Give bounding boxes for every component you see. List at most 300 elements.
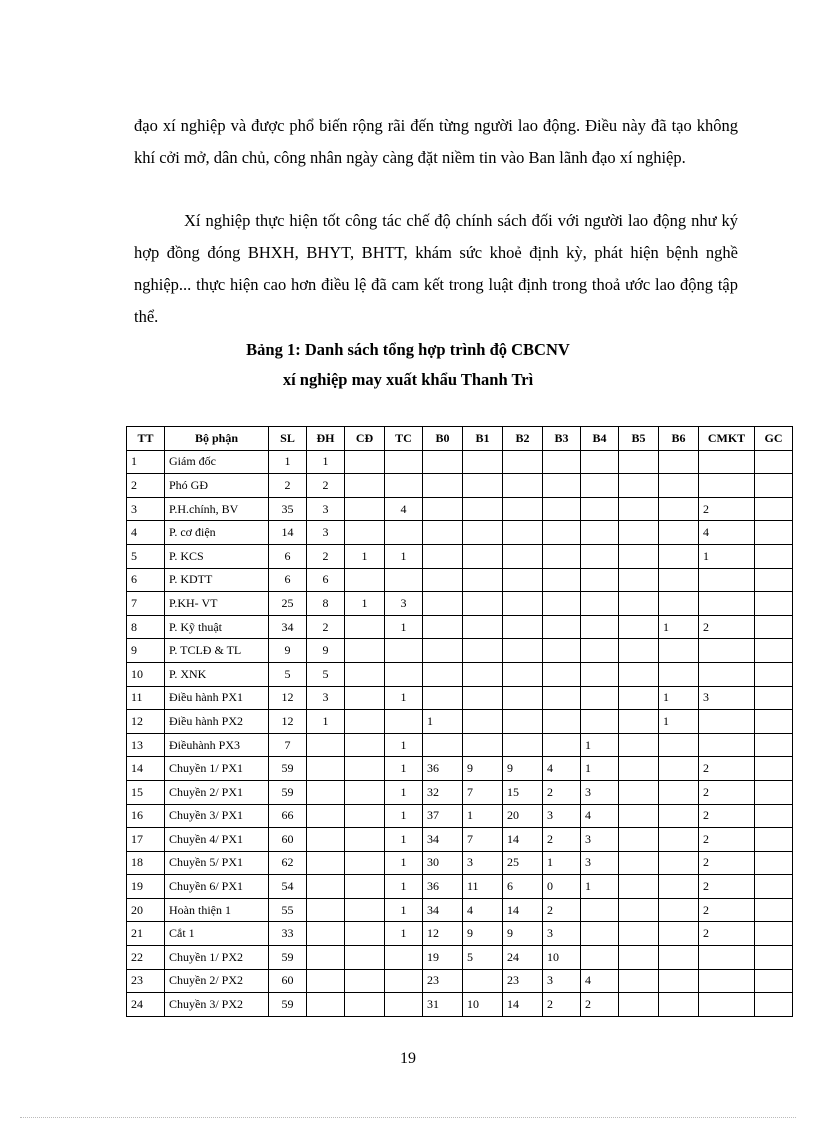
table-cell: 3 [307,497,345,521]
table-cell: 5 [127,544,165,568]
table-cell [755,922,793,946]
table-cell: 1 [385,733,423,757]
table-cell: Cắt 1 [165,922,269,946]
table-cell [503,450,543,474]
table-cell [423,497,463,521]
table-cell [581,568,619,592]
table-cell: 9 [269,639,307,663]
table-row [127,828,793,852]
table-cell: 34 [269,615,307,639]
table-cell [307,804,345,828]
table-cell: P. cơ điện [165,521,269,545]
table-cell: Chuyền 2/ PX1 [165,780,269,804]
table-cell [581,497,619,521]
table-cell [345,828,385,852]
table-cell [503,615,543,639]
table-cell [345,710,385,734]
table-cell: 1 [385,780,423,804]
table-cell [385,993,423,1017]
table-cell [755,851,793,875]
table-cell: Chuyền 3/ PX2 [165,993,269,1017]
table-cell [581,946,619,970]
table-cell [345,922,385,946]
table-cell [543,521,581,545]
table-cell: 32 [423,780,463,804]
column-header: TC [385,427,423,451]
column-header: ĐH [307,427,345,451]
table-cell: 3 [543,969,581,993]
table-cell [307,828,345,852]
table-cell [755,639,793,663]
table-cell [543,710,581,734]
table-cell: 3 [307,686,345,710]
table-cell: P. XNK [165,662,269,686]
table-cell: 12 [269,710,307,734]
table-cell [619,450,659,474]
table-cell: 3 [385,592,423,616]
table-cell: 10 [543,946,581,970]
table-cell [581,615,619,639]
table-cell [581,544,619,568]
table-cell: 11 [127,686,165,710]
table-cell: 3 [699,686,755,710]
table-cell: 23 [503,969,543,993]
table-cell [659,828,699,852]
table-cell: 34 [423,898,463,922]
table-cell [619,662,659,686]
table-cell [755,828,793,852]
table-row [127,450,793,474]
table-cell [345,615,385,639]
table-cell: 19 [423,946,463,970]
table-cell: 3 [127,497,165,521]
table-cell: Chuyền 4/ PX1 [165,828,269,852]
table-cell: 1 [385,615,423,639]
table-cell [755,780,793,804]
table-row [127,544,793,568]
table-row [127,875,793,899]
table-cell: 3 [581,851,619,875]
table-cell: Chuyền 1/ PX2 [165,946,269,970]
table-cell: 62 [269,851,307,875]
table-cell [463,592,503,616]
table-cell: 4 [127,521,165,545]
table-cell: P. Kỹ thuật [165,615,269,639]
table-cell [755,615,793,639]
table-cell: 30 [423,851,463,875]
table-cell [385,639,423,663]
table-cell: 1 [385,804,423,828]
table-cell [755,450,793,474]
table-cell [659,804,699,828]
table-cell: 1 [269,450,307,474]
table-cell: 1 [385,922,423,946]
table-cell: 2 [699,780,755,804]
table-cell: 4 [581,969,619,993]
table-cell [345,450,385,474]
table-row [127,615,793,639]
table-cell [699,568,755,592]
table-cell: 6 [503,875,543,899]
column-header: GC [755,427,793,451]
table-cell [619,592,659,616]
table-cell: Phó GĐ [165,474,269,498]
table-cell: 2 [699,851,755,875]
table-cell [659,851,699,875]
table-cell: Hoàn thiện 1 [165,898,269,922]
table-cell: 10 [127,662,165,686]
table-cell [619,946,659,970]
table-cell [503,733,543,757]
table-cell [619,804,659,828]
table-cell [345,804,385,828]
table-cell: 1 [659,615,699,639]
table-cell [463,710,503,734]
table-cell [423,662,463,686]
table-cell [463,686,503,710]
table-cell [659,521,699,545]
table-cell [659,662,699,686]
table-cell [619,710,659,734]
table-cell: 18 [127,851,165,875]
table-cell: 2 [543,898,581,922]
paragraph-2: Xí nghiệp thực hiện tốt công tác chế độ chính sách đối với người lao động như ký hợp đồng đóng BHXH, BHYT, BHTT, khám sức khoẻ định kỳ, phát hiện bệnh nghề nghiệp... thực hiện cao hơn điều lệ đã cam kết trong luật định trong thoả ước lao động tập thể. [134,211,738,326]
table-cell: 3 [581,828,619,852]
table-header-row [127,427,793,451]
table-cell [581,686,619,710]
table-cell [619,733,659,757]
table-cell [699,474,755,498]
table-cell: 1 [385,828,423,852]
table-cell [581,710,619,734]
table-cell [423,639,463,663]
table-cell: 20 [503,804,543,828]
table-cell [503,662,543,686]
table-cell: 21 [127,922,165,946]
table-cell [755,898,793,922]
table-cell: Chuyền 5/ PX1 [165,851,269,875]
table-cell [423,521,463,545]
table-cell: 1 [385,686,423,710]
table-row [127,969,793,993]
table-cell: 4 [581,804,619,828]
table-cell [345,946,385,970]
table-cell: 1 [581,733,619,757]
table-cell [423,568,463,592]
table-cell [385,710,423,734]
column-header: B0 [423,427,463,451]
table-cell: 2 [127,474,165,498]
table-cell: 13 [127,733,165,757]
table-cell [385,521,423,545]
table-cell: 1 [543,851,581,875]
table-cell: 1 [659,710,699,734]
table-cell: 2 [699,922,755,946]
table-cell [581,922,619,946]
table-cell [581,521,619,545]
table-row [127,497,793,521]
table-cell: 15 [127,780,165,804]
table-cell [345,568,385,592]
column-header: B3 [543,427,581,451]
table-cell [503,639,543,663]
table-cell: 59 [269,780,307,804]
table-cell: 2 [543,780,581,804]
table-cell [659,450,699,474]
table-cell [423,733,463,757]
table-cell: 3 [543,804,581,828]
table-cell: 9 [127,639,165,663]
table-cell [345,521,385,545]
table-cell [699,639,755,663]
table-cell [619,497,659,521]
table-cell: 6 [269,568,307,592]
table-cell: 24 [127,993,165,1017]
table-row [127,474,793,498]
table-cell: 2 [581,993,619,1017]
table-cell [755,946,793,970]
table-cell: 4 [463,898,503,922]
table-cell: 37 [423,804,463,828]
column-header: B6 [659,427,699,451]
table-cell [619,922,659,946]
table-cell [581,662,619,686]
table-cell [755,875,793,899]
table-cell: 55 [269,898,307,922]
table-cell: 2 [307,544,345,568]
table-cell: 2 [699,875,755,899]
table-cell [503,497,543,521]
table-cell [423,474,463,498]
table-cell: 15 [503,780,543,804]
table-cell [463,544,503,568]
table-cell: 14 [503,993,543,1017]
table-cell: 59 [269,757,307,781]
table-cell: 2 [269,474,307,498]
table-row [127,568,793,592]
table-cell: 2 [699,804,755,828]
table-cell: 66 [269,804,307,828]
table-cell: Giám đốc [165,450,269,474]
table-cell [463,615,503,639]
table-cell [543,474,581,498]
table-cell [699,969,755,993]
table-cell [543,592,581,616]
table-cell [619,875,659,899]
table-cell: 2 [307,474,345,498]
table-cell: 1 [385,851,423,875]
table-cell [755,733,793,757]
table-cell [503,710,543,734]
table-cell: 4 [543,757,581,781]
table-cell: 60 [269,828,307,852]
table-cell [345,639,385,663]
table-cell [755,474,793,498]
table-cell: 36 [423,875,463,899]
table-cell [503,544,543,568]
table-cell: 3 [543,922,581,946]
table-row [127,639,793,663]
table-cell: 14 [269,521,307,545]
table-cell [307,969,345,993]
table-cell [619,969,659,993]
table-cell [385,568,423,592]
table-cell: 17 [127,828,165,852]
table-cell: 2 [699,898,755,922]
table-cell [699,450,755,474]
table-cell: P.H.chính, BV [165,497,269,521]
table-cell: 9 [503,922,543,946]
table-cell: 4 [385,497,423,521]
table-cell: 20 [127,898,165,922]
table-row [127,733,793,757]
table-cell [659,922,699,946]
table-row [127,946,793,970]
table-cell [345,851,385,875]
column-header: B2 [503,427,543,451]
table-cell: 6 [269,544,307,568]
table-cell [699,946,755,970]
table-cell: 14 [127,757,165,781]
table-cell [755,544,793,568]
table-cell [543,544,581,568]
table-cell [503,686,543,710]
table-row [127,662,793,686]
table-cell: 3 [581,780,619,804]
table-cell [345,733,385,757]
table-cell: 8 [127,615,165,639]
table-cell [307,946,345,970]
table-cell: 54 [269,875,307,899]
table-cell [619,615,659,639]
table-cell [423,544,463,568]
table-cell: 9 [463,922,503,946]
table-cell: 2 [699,497,755,521]
table-row [127,922,793,946]
table-cell [345,686,385,710]
table-cell [581,592,619,616]
table-row [127,993,793,1017]
table-cell [423,615,463,639]
table-cell: 9 [503,757,543,781]
table-cell: 4 [699,521,755,545]
table-cell: 5 [463,946,503,970]
table-cell [423,450,463,474]
table-cell: 1 [307,450,345,474]
table-cell [699,993,755,1017]
table-cell [619,780,659,804]
table-cell: 7 [269,733,307,757]
table-cell: 36 [423,757,463,781]
table-cell: 1 [699,544,755,568]
table-cell [659,757,699,781]
table-cell [619,851,659,875]
table-cell [503,568,543,592]
column-header: CĐ [345,427,385,451]
table-cell [345,898,385,922]
table-cell: P. TCLĐ & TL [165,639,269,663]
table-cell [463,969,503,993]
table-cell [619,521,659,545]
table-cell [619,639,659,663]
table-cell [463,521,503,545]
table-row [127,898,793,922]
table-cell: 2 [543,993,581,1017]
table-cell: 6 [307,568,345,592]
table-row [127,851,793,875]
table-cell [619,993,659,1017]
table-row [127,592,793,616]
table-cell [307,898,345,922]
table-cell: 12 [423,922,463,946]
table-row [127,780,793,804]
table-cell: Điều hành PX1 [165,686,269,710]
table-cell [385,946,423,970]
table-cell: 25 [269,592,307,616]
table-cell [543,497,581,521]
table-cell: 12 [269,686,307,710]
table-cell [307,993,345,1017]
table-body [127,450,793,1016]
table-cell: 6 [127,568,165,592]
table-cell [619,757,659,781]
table-cell [463,639,503,663]
table-cell [307,733,345,757]
table-cell [463,662,503,686]
table-cell [307,851,345,875]
column-header: Bộ phận [165,427,269,451]
table-cell: 2 [543,828,581,852]
table-cell: 33 [269,922,307,946]
column-header: TT [127,427,165,451]
table-cell: 1 [581,757,619,781]
table-cell: 14 [503,828,543,852]
table-cell [385,662,423,686]
table-cell: Điều hành PX2 [165,710,269,734]
table-cell [581,450,619,474]
table-caption-subtitle: xí nghiệp may xuất khẩu Thanh Trì [282,370,534,389]
table-row [127,521,793,545]
table-cell: 1 [307,710,345,734]
table-cell: 10 [463,993,503,1017]
table-row [127,710,793,734]
table-cell [423,592,463,616]
table-cell [755,969,793,993]
table-cell: 19 [127,875,165,899]
table-cell [307,922,345,946]
table-cell: 1 [345,544,385,568]
table-cell [619,568,659,592]
table-cell: 3 [463,851,503,875]
table-cell [345,757,385,781]
table-cell [543,568,581,592]
table-cell: 7 [463,780,503,804]
table-cell [543,615,581,639]
table-cell: 5 [307,662,345,686]
paragraph-1: đạo xí nghiệp và được phổ biến rộng rãi đến từng người lao động. Điều này đã tạo không khí cởi mở, dân chủ, công nhân ngày càng đặt niềm tin vào Ban lãnh đạo xí nghiệp. [134,116,738,167]
page-bottom-divider [20,1117,796,1118]
table-cell [659,898,699,922]
table-cell [463,474,503,498]
table-cell [659,474,699,498]
column-header: SL [269,427,307,451]
table-cell [755,592,793,616]
table-cell [385,450,423,474]
table-cell: 7 [463,828,503,852]
table-cell: Chuyền 3/ PX1 [165,804,269,828]
table-cell [345,780,385,804]
table-cell [581,898,619,922]
